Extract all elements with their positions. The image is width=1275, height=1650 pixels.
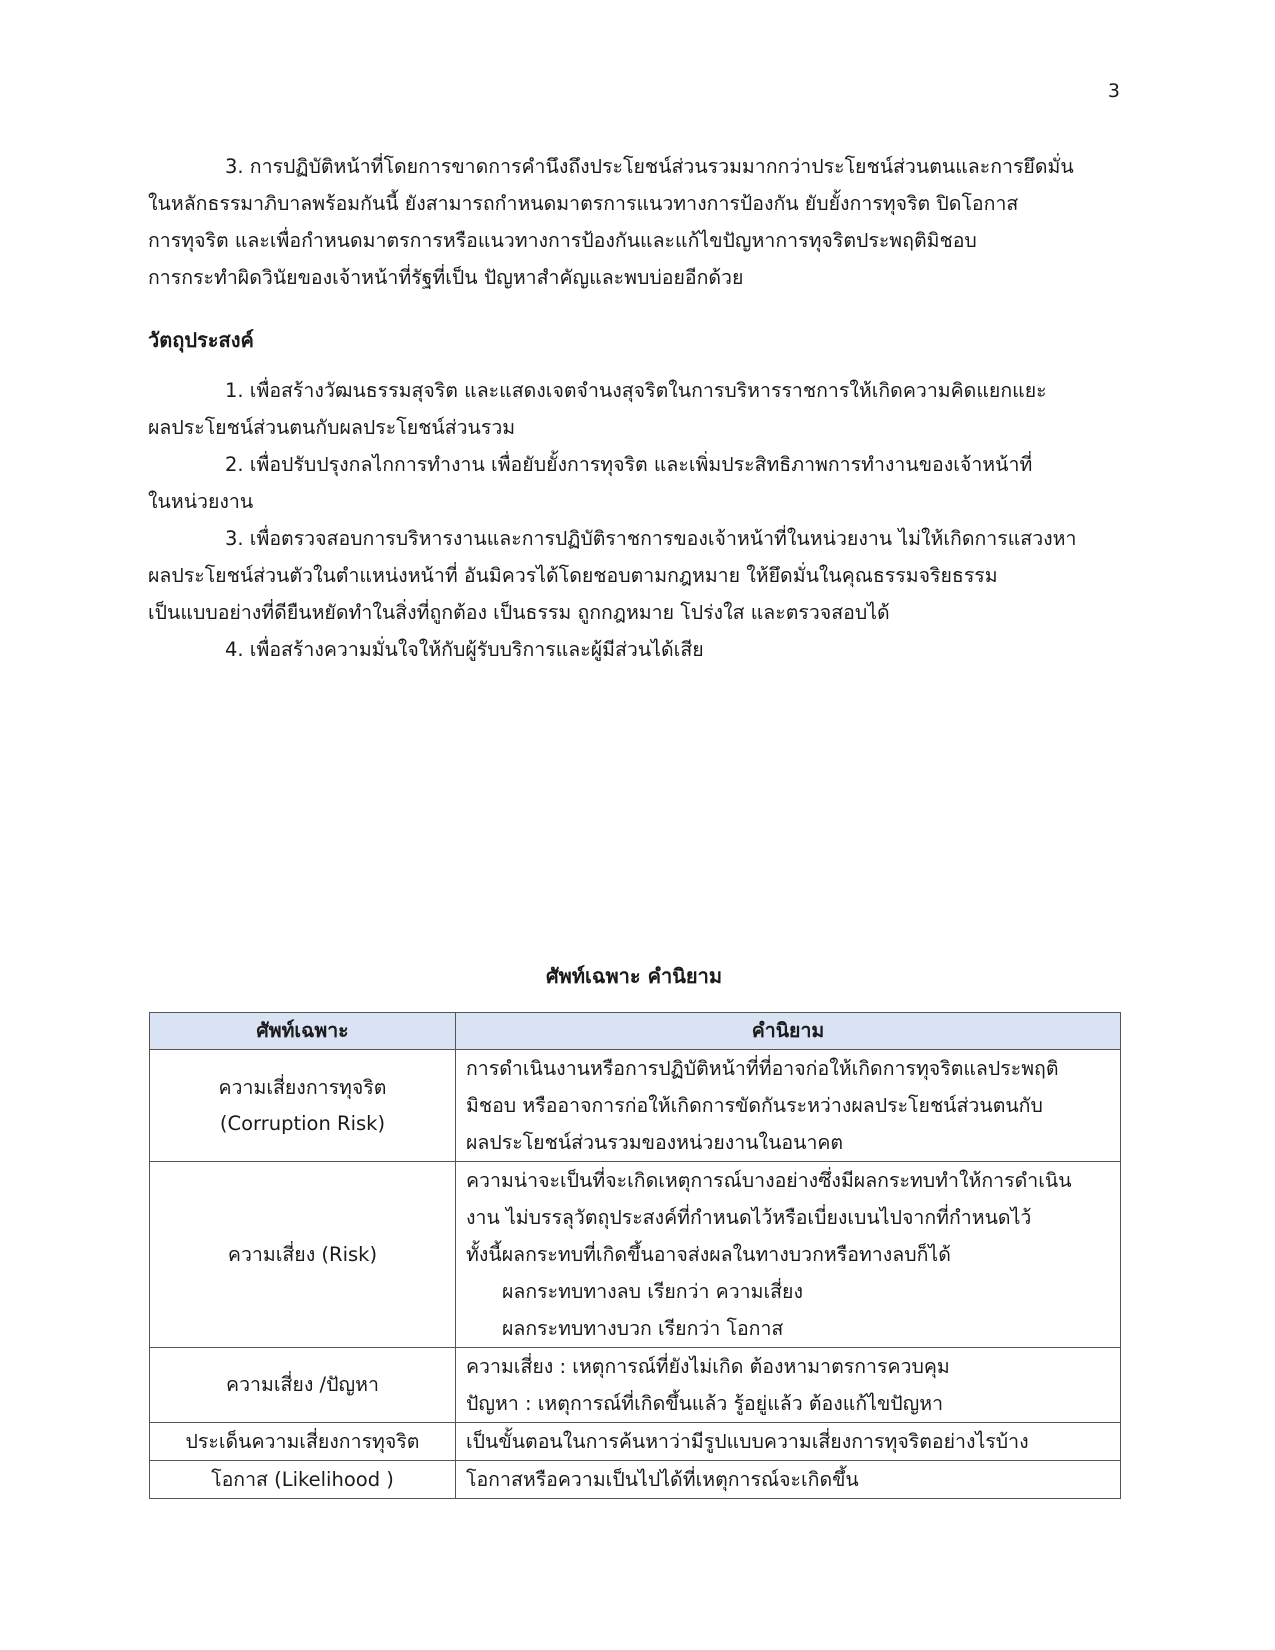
definition-line: เป็นขั้นตอนในการค้นหาว่ามีรูปแบบความเสี่ยงการทุจริตอย่างไรบ้าง bbox=[466, 1430, 1029, 1453]
objectives-heading: วัตถุประสงค์ bbox=[148, 328, 254, 352]
table-row bbox=[150, 1423, 1121, 1461]
definition-line: การดำเนินงานหรือการปฏิบัติหน้าที่ที่อาจก่อให้เกิดการทุจริตแลประพฤติ bbox=[466, 1057, 1059, 1080]
definition-cell bbox=[456, 1461, 1121, 1499]
intro-line: ในหลักธรรมาภิบาลพร้อมกันนี้ ยังสามารถกำหนดมาตรการแนวทางการป้องกัน ยับยั้งการทุจริต ปิดโอกาส bbox=[148, 192, 1019, 215]
header-definition: คำนิยาม bbox=[456, 1013, 1121, 1050]
definition-line: มิชอบ หรืออาจการก่อให้เกิดการขัดกันระหว่างผลประโยชน์ส่วนตนกับ bbox=[466, 1094, 1043, 1117]
objective-line: 1. เพื่อสร้างวัฒนธรรมสุจริต และแสดงเจตจำนงสุจริตในการบริหารราชการให้เกิดความคิดแยกแยะ bbox=[225, 379, 1047, 402]
term-text: ประเด็นความเสี่ยงการทุจริต bbox=[185, 1429, 420, 1453]
term-cell bbox=[150, 1461, 456, 1499]
definition-line: ความเสี่ยง : เหตุการณ์ที่ยังไม่เกิด ต้องหามาตรการควบคุม bbox=[466, 1355, 950, 1378]
term-cell bbox=[150, 1348, 456, 1423]
definition-line: ปัญหา : เหตุการณ์ที่เกิดขึ้นแล้ว รู้อยู่แล้ว ต้องแก้ไขปัญหา bbox=[466, 1392, 944, 1415]
definition-line: ทั้งนี้ผลกระทบที่เกิดขึ้นอาจส่งผลในทางบวกหรือทางลบก็ได้ bbox=[466, 1243, 951, 1266]
table-row bbox=[150, 1050, 1121, 1162]
definition-cell bbox=[456, 1423, 1121, 1461]
objective-line: เป็นแบบอย่างที่ดียืนหยัดทำในสิ่งที่ถูกต้อง เป็นธรรม ถูกกฎหมาย โปร่งใส และตรวจสอบได้ bbox=[148, 601, 890, 624]
definition-subline: ผลกระทบทางลบ เรียกว่า ความเสี่ยง bbox=[502, 1280, 803, 1303]
definition-cell bbox=[456, 1162, 1121, 1348]
intro-line: 3. การปฏิบัติหน้าที่โดยการขาดการคำนึงถึงประโยชน์ส่วนรวมมากกว่าประโยชน์ส่วนตนและการยึดมั่น bbox=[225, 155, 1074, 178]
term-text: ความเสี่ยงการทุจริต bbox=[218, 1075, 387, 1099]
intro-line: การทุจริต และเพื่อกำหนดมาตรการหรือแนวทางการป้องกันและแก้ไขปัญหาการทุจริตประพฤติมิชอบ bbox=[148, 229, 977, 252]
table-row bbox=[150, 1162, 1121, 1348]
objective-line: ผลประโยชน์ส่วนตัวในตำแหน่งหน้าที่ อันมิควรได้โดยชอบตามกฎหมาย ให้ยึดมั่นในคุณธรรมจริยธรรม bbox=[148, 564, 998, 587]
header-term: ศัพท์เฉพาะ bbox=[150, 1013, 456, 1050]
term-text: (Corruption Risk) bbox=[219, 1111, 386, 1135]
objectives-list bbox=[148, 372, 1128, 668]
term-text: ความเสี่ยง (Risk) bbox=[227, 1242, 378, 1266]
definition-cell bbox=[456, 1348, 1121, 1423]
term-cell bbox=[150, 1162, 456, 1348]
definition-line: ผลประโยชน์ส่วนรวมของหน่วยงานในอนาคต bbox=[466, 1131, 844, 1154]
term-text: ความเสี่ยง /ปัญหา bbox=[226, 1373, 379, 1396]
table-row bbox=[150, 1461, 1121, 1499]
definition-line: โอกาสหรือความเป็นไปได้ที่เหตุการณ์จะเกิดขึ้น bbox=[466, 1468, 859, 1491]
term-cell bbox=[150, 1050, 456, 1162]
table-row bbox=[150, 1348, 1121, 1423]
intro-paragraph bbox=[148, 148, 1128, 296]
definitions-table bbox=[149, 1012, 1121, 1499]
term-cell bbox=[150, 1423, 456, 1461]
objective-line: ในหน่วยงาน bbox=[148, 490, 254, 513]
definition-line: ความน่าจะเป็นที่จะเกิดเหตุการณ์บางอย่างซึ่งมีผลกระทบทำให้การดำเนิน bbox=[466, 1169, 1072, 1192]
objective-line: ผลประโยชน์ส่วนตนกับผลประโยชน์ส่วนรวม bbox=[148, 416, 516, 439]
objective-line: 4. เพื่อสร้างความมั่นใจให้กับผู้รับบริการและผู้มีส่วนได้เสีย bbox=[225, 638, 704, 661]
intro-line: การกระทำผิดวินัยของเจ้าหน้าที่รัฐที่เป็น ปัญหาสำคัญและพบบ่อยอีกด้วย bbox=[148, 266, 744, 289]
definition-line: งาน ไม่บรรลุวัตถุประสงค์ที่กำหนดไว้หรือเบี่ยงเบนไปจากที่กำหนดไว้ bbox=[466, 1206, 1032, 1229]
table-title: ศัพท์เฉพาะ คำนิยาม bbox=[545, 964, 723, 988]
page-number: 3 bbox=[1107, 80, 1120, 102]
table-header-row bbox=[150, 1013, 1121, 1050]
term-text: โอกาส (Likelihood ) bbox=[211, 1467, 394, 1491]
objective-line: 2. เพื่อปรับปรุงกลไกการทำงาน เพื่อยับยั้งการทุจริต และเพิ่มประสิทธิภาพการทำงานของเจ้าหน้าที่ bbox=[225, 453, 1033, 476]
definition-cell bbox=[456, 1050, 1121, 1162]
objective-line: 3. เพื่อตรวจสอบการบริหารงานและการปฏิบัติราชการของเจ้าหน้าที่ในหน่วยงาน ไม่ให้เกิดการแสวงหา bbox=[225, 527, 1077, 550]
definition-subline: ผลกระทบทางบวก เรียกว่า โอกาส bbox=[502, 1317, 784, 1340]
